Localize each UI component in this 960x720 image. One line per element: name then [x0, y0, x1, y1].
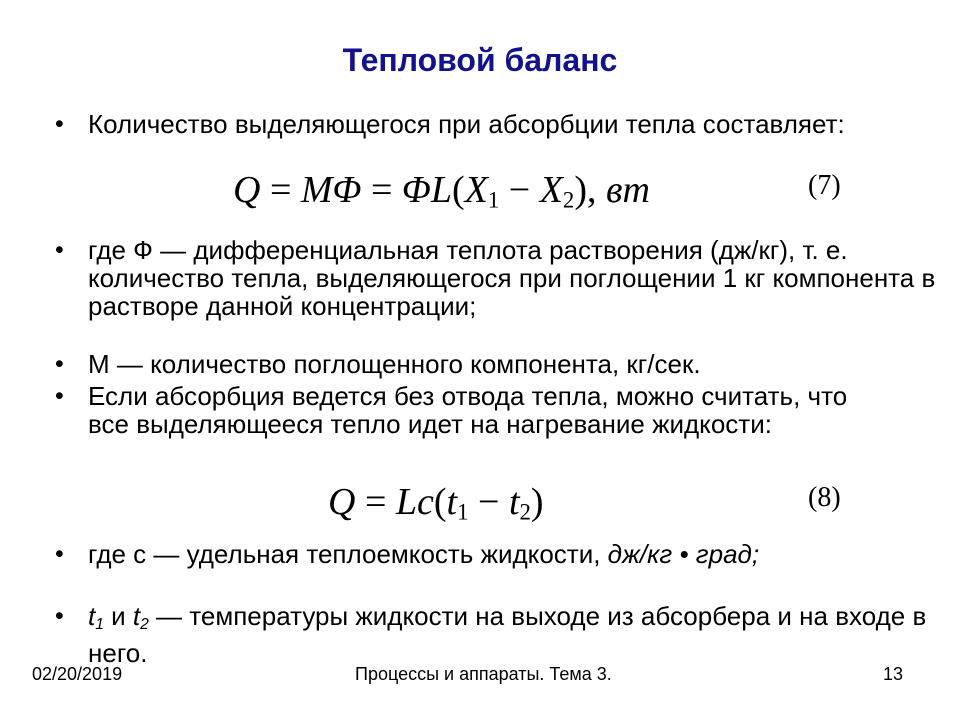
- paragraph-m-definition: М — количество поглощенного компонента, кг/сек.: [88, 349, 701, 379]
- c-definition-text: где с — удельная теплоемкость жидкости,: [88, 539, 608, 569]
- bullet-marker: •: [55, 382, 64, 410]
- equation-number-8: (8): [808, 482, 841, 513]
- bullet-marker: •: [55, 110, 64, 138]
- c-definition-units: дж/кг • град;: [607, 539, 760, 569]
- formula-7: $Q = M\Phi = \Phi L(X_1 - X_2)$, вт: [233, 169, 650, 213]
- formula-8: $Q = Lc(t_1 - t_2)$: [328, 481, 544, 525]
- paragraph-heat-release: Количество выделяющегося при абсорбции тепла составляет:: [88, 109, 845, 139]
- paragraph-c-definition: [88, 540, 868, 568]
- bullet-marker: •: [55, 602, 64, 630]
- paragraph-temperatures: $t_1$ и $t_2$ — температуры жидкости на выходе из абсорбера и на входе в него.: [88, 601, 927, 668]
- footer-title: Процессы и аппараты. Тема 3.: [355, 664, 612, 684]
- paragraph-phi-definition: где Ф — дифференциальная теплота растворения (дж/кг), т. е. количество тепла, выделяющегося при поглощении 1 кг компонента в растворе данной концентрации;: [88, 235, 936, 321]
- equation-number-7: (7): [808, 170, 841, 201]
- bullet-marker: •: [55, 236, 64, 264]
- footer-date: 02/20/2019: [32, 664, 123, 684]
- bullet-marker: •: [55, 350, 64, 378]
- page-number: 13: [883, 664, 904, 684]
- bullet-marker: •: [55, 540, 64, 568]
- paragraph-no-heat-removal: Если абсорбция ведется без отвода тепла, можно считать, что все выделяющееся тепло идет на нагревание жидкости:: [88, 381, 848, 439]
- temperatures-text: — температуры жидкости на выходе из абсорбера и на входе в него.: [88, 601, 927, 668]
- slide-title: Тепловой баланс: [342, 42, 618, 78]
